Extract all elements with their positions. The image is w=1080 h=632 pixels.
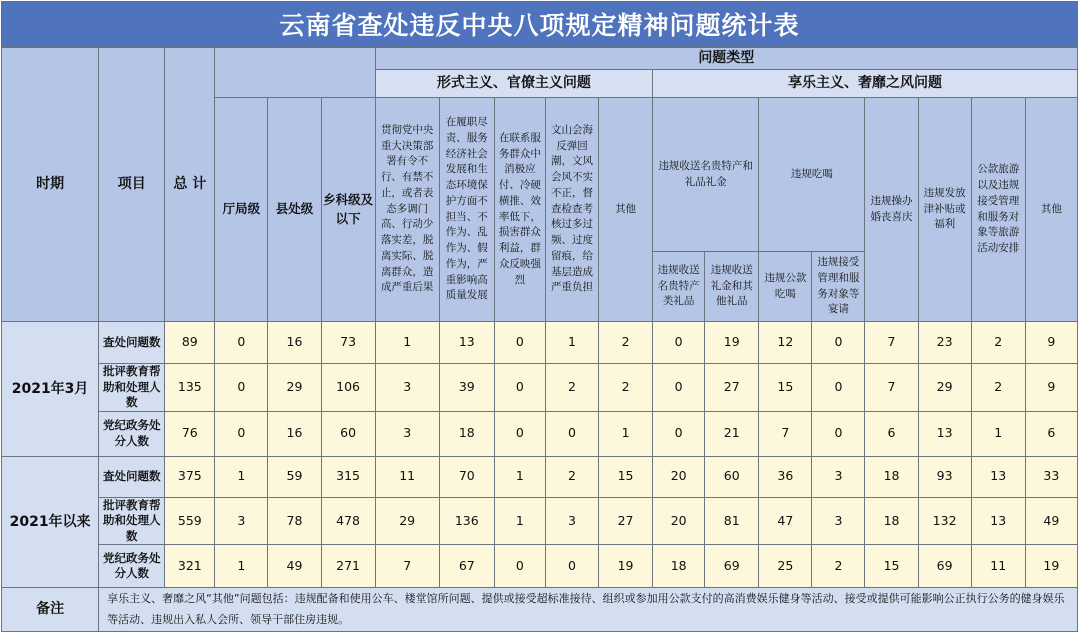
value-cell: 7 [759,411,812,456]
table-title: 云南省查处违反中央八项规定精神问题统计表 [1,1,1078,47]
value-cell: 15 [759,364,812,412]
value-cell: 0 [494,545,545,588]
value-cell: 69 [918,545,971,588]
value-cell: 271 [321,545,375,588]
value-cell: 27 [599,497,653,545]
value-cell: 39 [439,364,494,412]
header-level-ting: 厅局级 [215,98,268,322]
value-cell: 73 [321,322,375,364]
header-hedonism-dining-2: 违规接受管理和服务对象等宴请 [812,252,865,322]
value-cell: 12 [759,322,812,364]
value-cell: 18 [865,497,918,545]
table-row [2,364,1078,412]
value-cell: 18 [439,411,494,456]
header-formalism-3: 在联系服务群众中消极应付、冷硬横推、效率低下，损害群众利益，群众反映强烈 [494,98,545,322]
note-label: 备注 [2,588,99,632]
value-cell: 20 [653,497,705,545]
value-cell: 0 [812,411,865,456]
value-cell: 2 [545,364,598,412]
value-cell: 2 [545,456,598,497]
value-cell: 29 [918,364,971,412]
value-cell: 3 [215,497,268,545]
header-problem-type: 问题类型 [375,48,1077,70]
value-cell: 0 [545,411,598,456]
header-group-formalism: 形式主义、官僚主义问题 [375,70,652,98]
value-cell: 49 [268,545,321,588]
value-cell: 25 [759,545,812,588]
value-cell: 69 [705,545,759,588]
row-item-label: 党纪政务处分人数 [99,411,165,456]
table-row [2,497,1078,545]
value-cell: 76 [165,411,215,456]
value-cell: 0 [494,411,545,456]
header-formalism-other: 其他 [599,98,653,322]
value-cell: 20 [653,456,705,497]
value-cell: 29 [375,497,439,545]
header-formalism-2: 在履职尽责、服务经济社会发展和生态环境保护方面不担当、不作为、乱作为、假作为，严重影响高质量发展 [439,98,494,322]
header-hedonism-gift-2: 违规收送礼金和其他礼品 [705,252,759,322]
header-hedonism-travel: 公款旅游以及违规接受管理和服务对象等旅游活动安排 [971,98,1025,322]
value-cell: 27 [705,364,759,412]
value-cell: 60 [705,456,759,497]
note-text: 享乐主义、奢靡之风“其他”问题包括：违规配备和使用公车、楼堂馆所问题、提供或接受超标准接待、组织或参加用公款支付的高消费娱乐健身等活动、接受或提供可能影响公正执行公务的健身娱乐等活动、违规出入私人会所、领导干部住房违规。 [99,588,1078,632]
value-cell: 1 [494,497,545,545]
value-cell: 1 [375,322,439,364]
value-cell: 36 [759,456,812,497]
value-cell: 0 [653,364,705,412]
value-cell: 0 [215,411,268,456]
value-cell: 132 [918,497,971,545]
value-cell: 3 [375,411,439,456]
value-cell: 18 [865,456,918,497]
value-cell: 81 [705,497,759,545]
value-cell: 136 [439,497,494,545]
value-cell: 70 [439,456,494,497]
value-cell: 321 [165,545,215,588]
statistics-table [1,47,1078,632]
value-cell: 2 [971,322,1025,364]
row-item-label: 党纪政务处分人数 [99,545,165,588]
value-cell: 135 [165,364,215,412]
value-cell: 15 [865,545,918,588]
value-cell: 29 [268,364,321,412]
row-item-label: 批评教育帮助和处理人数 [99,364,165,412]
value-cell: 11 [375,456,439,497]
value-cell: 375 [165,456,215,497]
value-cell: 0 [812,322,865,364]
value-cell: 13 [971,456,1025,497]
value-cell: 3 [812,497,865,545]
header-formalism-1: 贯彻党中央重大决策部署有令不行、有禁不止，或者表态多调门高、行动少落实差，脱离实际、脱离群众，造成严重后果 [375,98,439,322]
value-cell: 0 [494,322,545,364]
value-cell: 11 [971,545,1025,588]
value-cell: 7 [375,545,439,588]
table-row [2,411,1078,456]
header-hedonism-other: 其他 [1025,98,1077,322]
value-cell: 3 [375,364,439,412]
value-cell: 21 [705,411,759,456]
value-cell: 13 [971,497,1025,545]
value-cell: 7 [865,322,918,364]
header-hedonism-dining-1: 违规公款吃喝 [759,252,812,322]
value-cell: 1 [971,411,1025,456]
value-cell: 18 [653,545,705,588]
value-cell: 9 [1025,322,1077,364]
header-item: 项目 [99,48,165,322]
row-item-label: 批评教育帮助和处理人数 [99,497,165,545]
header-group-hedonism: 享乐主义、奢靡之风问题 [653,70,1078,98]
value-cell: 33 [1025,456,1077,497]
header-level-blank [215,48,375,98]
value-cell: 3 [545,497,598,545]
header-total: 总 计 [165,48,215,322]
table-row [2,545,1078,588]
row-item-label: 查处问题数 [99,322,165,364]
value-cell: 106 [321,364,375,412]
value-cell: 13 [918,411,971,456]
value-cell: 9 [1025,364,1077,412]
value-cell: 19 [1025,545,1077,588]
value-cell: 89 [165,322,215,364]
value-cell: 2 [812,545,865,588]
table-row [2,456,1078,497]
period-label: 2021年以来 [2,456,99,588]
value-cell: 2 [599,322,653,364]
data-rows [2,322,1078,588]
header-hedonism-subsidy: 违规发放津补贴或福利 [918,98,971,322]
header-hedonism-gift-1: 违规收送名贵特产类礼品 [653,252,705,322]
value-cell: 49 [1025,497,1077,545]
value-cell: 0 [494,364,545,412]
value-cell: 78 [268,497,321,545]
value-cell: 19 [705,322,759,364]
value-cell: 0 [653,322,705,364]
header-hedonism-dining: 违规吃喝 [759,98,865,252]
value-cell: 2 [599,364,653,412]
row-item-label: 查处问题数 [99,456,165,497]
value-cell: 1 [494,456,545,497]
value-cell: 2 [971,364,1025,412]
header-formalism-4: 文山会海反弹回潮，文风会风不实不正，督查检查考核过多过频、过度留痕，给基层造成严重负担 [545,98,598,322]
value-cell: 0 [812,364,865,412]
header-hedonism-wedding: 违规操办婚丧喜庆 [865,98,918,322]
value-cell: 16 [268,322,321,364]
value-cell: 59 [268,456,321,497]
value-cell: 19 [599,545,653,588]
value-cell: 0 [545,545,598,588]
value-cell: 0 [215,364,268,412]
value-cell: 478 [321,497,375,545]
value-cell: 16 [268,411,321,456]
value-cell: 7 [865,364,918,412]
period-label: 2021年3月 [2,322,99,457]
value-cell: 23 [918,322,971,364]
value-cell: 60 [321,411,375,456]
value-cell: 13 [439,322,494,364]
table-row [2,322,1078,364]
value-cell: 1 [599,411,653,456]
value-cell: 93 [918,456,971,497]
header-period: 时期 [2,48,99,322]
value-cell: 0 [215,322,268,364]
value-cell: 15 [599,456,653,497]
header-hedonism-gift: 违规收送名贵特产和礼品礼金 [653,98,759,252]
value-cell: 559 [165,497,215,545]
value-cell: 6 [1025,411,1077,456]
value-cell: 67 [439,545,494,588]
value-cell: 1 [215,456,268,497]
value-cell: 3 [812,456,865,497]
header-level-xiang: 乡科级及以下 [321,98,375,322]
value-cell: 0 [653,411,705,456]
value-cell: 1 [215,545,268,588]
value-cell: 315 [321,456,375,497]
header-level-xian: 县处级 [268,98,321,322]
value-cell: 1 [545,322,598,364]
value-cell: 47 [759,497,812,545]
value-cell: 6 [865,411,918,456]
